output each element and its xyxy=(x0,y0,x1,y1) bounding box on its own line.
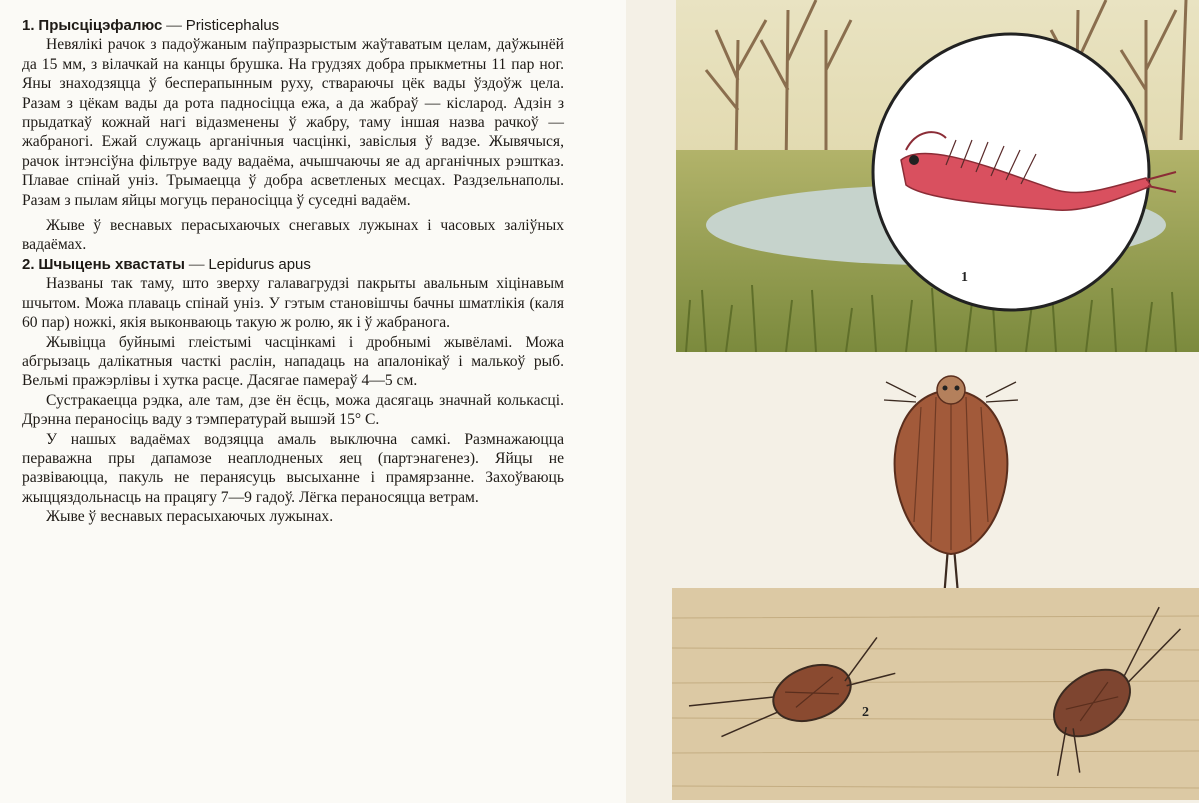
section1-heading xyxy=(22,16,564,35)
section2-name: Шчыцень хвастаты xyxy=(38,255,185,273)
section2-paragraph-3: Сустракаецца рэдка, але там, дзе ён ёсць, можа дасягаць значнай колькасці. Дрэнна пераносіць ваду з тэмпературай вышэй 15° С. xyxy=(22,391,564,429)
section2-paragraph-1: Названы так таму, што зверху галавагрудзі пакрыты авальным хіцінавым шчытом. Можа плаваць спінай уніз. У гэтым становішчы бачны шматлікія (каля 60 пар) ножкі, якія выконваюць такую ж ролю, як і ў жабранога. xyxy=(22,275,564,332)
section2-paragraph-2: Жывіцца буйнымі глеістымі часцінкамі і дробнымі жывёламі. Можа абгрызаць далікатныя часткі раслін, нападаць на апалонікаў і малькоў рыб. Вельмі пражэрлівы і хутка расце. Дасягае памераў 4—5 см. xyxy=(22,333,564,390)
section1-habitat: Жыве ў веснавых перасыхаючых снегавых лужынах і часовых заліўных вадаёмах. xyxy=(22,217,564,254)
section1-dash: — xyxy=(166,17,182,34)
figure-1-number: 1 xyxy=(961,270,968,285)
section2-paragraph-4: У нашых вадаёмах водзяцца амаль выключна самкі. Размнажаюцца пераважна пры дапамозе неаплодненых яец (партэнагенез). Яйцы не развіваюцца, пакуль не перанясуць высыханне і прамярзанне. Захоўваюць жыццяздольнасць на працягу 7—9 гадоў. Лёгка пераносяцца ветрам. xyxy=(22,430,564,506)
section1-name: Прысціцэфалюс xyxy=(38,17,163,34)
section1-latin: Pristicephalus xyxy=(185,17,280,34)
section1-number: 1. xyxy=(22,17,35,34)
section2-latin: Lepidurus apus xyxy=(208,255,311,273)
section2-habitat: Жыве ў веснавых перасыхаючых лужынах. xyxy=(46,508,334,526)
text-block xyxy=(22,16,564,527)
illustration-pond-bottom xyxy=(672,588,1199,800)
pond-scene xyxy=(676,0,1199,352)
figure-2-number: 2 xyxy=(862,705,869,720)
pond-bottom-scene xyxy=(672,588,1199,800)
illustration-pond xyxy=(676,0,1199,352)
right-page xyxy=(626,0,1199,803)
section2-dash: — xyxy=(188,255,205,273)
section2-number: 2. xyxy=(22,255,35,273)
section1-paragraph: Невялікі рачок з падоўжаным паўпразрыстым жаўтаватым целам, даўжынёй да 15 мм, з вілачкай на канцы брушка. На грудзях добра прыкметны 11 пар ног. Яны знаходзяцца ў бесперапынным руху, ствараючы цёк вады ўздоўж цела. Разам з цёкам вады да рота падносіцца ежа, а да жабраў — кісларод. Адзін з прыдаткаў кожнай нагі відазменены ў жабру, таму іншая назва рачкоў — жабраногі. Ежай служаць арганічныя часцінкі, завіслыя ў вадзе. Жывячыся, рачок інтэнсіўна фільтруе ваду вадаёма, ачышчаючы яе ад арганічных рэштказ. Плавае спінай уніз. Трымаецца ў добра асветленых месцах. Раздзельнаполы. Разам з пылам яйцы могуць пераносіцца ў суседні вадаём. xyxy=(22,36,564,209)
section2-heading xyxy=(22,255,564,274)
